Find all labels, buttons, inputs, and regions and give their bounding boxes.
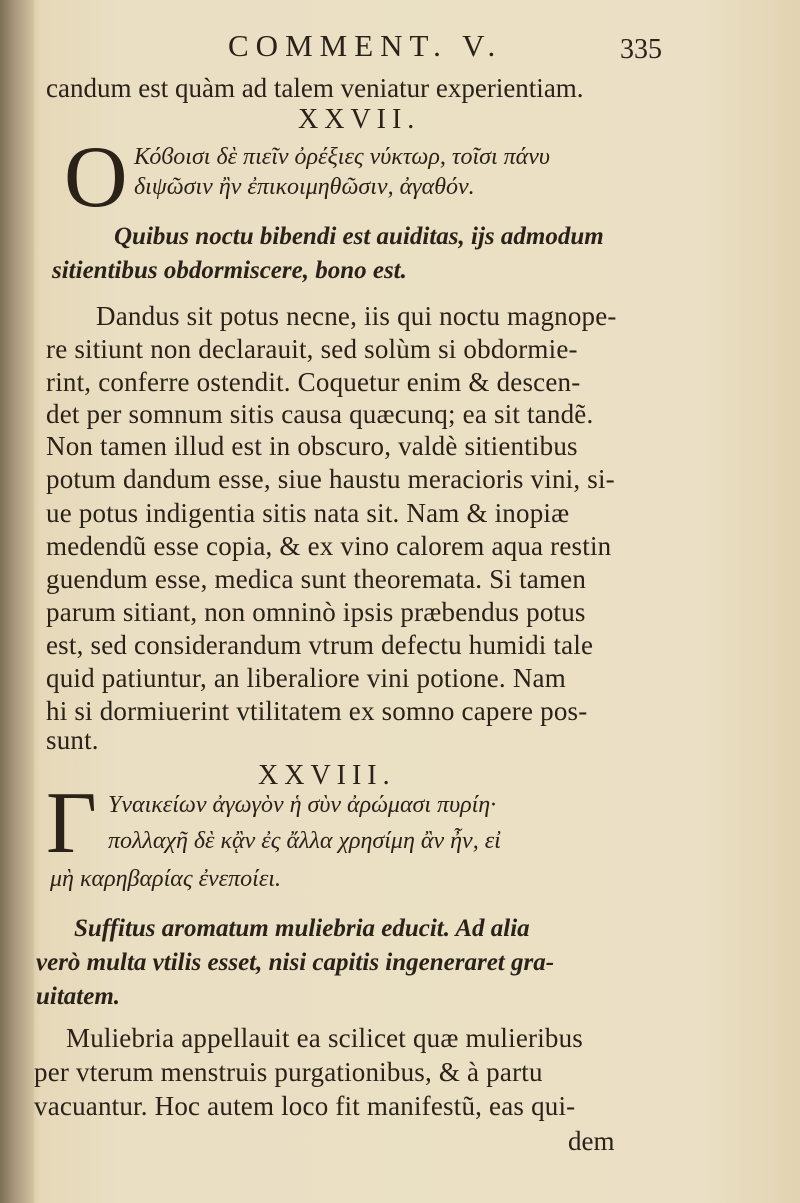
greek-aphorism-28-line-1: Υναικείων ἀγωγὸν ἡ σὺν ἀρώμασι πυρίη· bbox=[108, 792, 497, 818]
greek-aphorism-27-line-1: Κόϐοισι δὲ πιεῖν ὀρέξιες νύκτωρ, τοῖσι πάνυ bbox=[134, 144, 550, 170]
commentary-28-line: vacuantur. Hoc autem loco fit manifestũ, eas qui- bbox=[34, 1091, 576, 1121]
commentary-27-line: medendũ esse copia, & ex vino calorem aqua restin bbox=[46, 531, 612, 561]
latin-aphorism-27-line-2: sitientibus obdormiscere, bono est. bbox=[52, 257, 407, 284]
commentary-27-line: potum dandum esse, siue haustu meracioris vini, si- bbox=[46, 464, 615, 494]
latin-aphorism-27-line-1: Quibus noctu bibendi est auiditas, ijs admodum bbox=[114, 223, 604, 250]
commentary-27-line: hi si dormiuerint vtilitatem ex somno capere pos- bbox=[46, 696, 588, 726]
carryover-line: candum est quàm ad talem veniatur experientiam. bbox=[46, 73, 584, 103]
commentary-27-line: parum sitiant, non omninò ipsis præbendus potus bbox=[46, 597, 586, 627]
section-number-28: XXVIII. bbox=[258, 760, 396, 791]
latin-aphorism-28-line-2: verò multa vtilis esset, nisi capitis ingeneraret gra- bbox=[36, 949, 555, 976]
commentary-27-line: quid patiuntur, an liberaliore vini potione. Nam bbox=[46, 663, 566, 693]
commentary-27-line: det per somnum sitis causa quæcunq; ea sit tandẽ. bbox=[46, 399, 594, 429]
dropcap-27: O bbox=[64, 129, 128, 226]
greek-aphorism-28-line-2: πολλαχῆ δὲ κᾂν ἐς ἄλλα χρησίμη ἂν ἦν, εἰ bbox=[108, 828, 501, 854]
dropcap-28: Γ bbox=[46, 775, 97, 872]
latin-aphorism-28-line-1: Suffitus aromatum muliebria educit. Ad alia bbox=[74, 915, 530, 942]
running-head: COMMENT. V. bbox=[228, 28, 503, 63]
greek-aphorism-27-line-2: διψῶσιν ἢν ἐπικοιμηθῶσιν, ἀγαθόν. bbox=[134, 174, 475, 200]
commentary-27-line: Non tamen illud est in obscuro, valdè sitientibus bbox=[46, 431, 578, 461]
commentary-27-line: rint, conferre ostendit. Coquetur enim & descen- bbox=[46, 367, 581, 397]
commentary-27-line: ue potus indigentia sitis nata sit. Nam & inopiæ bbox=[46, 498, 570, 528]
commentary-27-line: est, sed considerandum vtrum defectu humidi tale bbox=[46, 630, 594, 660]
page-header bbox=[0, 28, 800, 68]
section-number-27: XXVII. bbox=[298, 104, 421, 135]
commentary-27-line: Dandus sit potus necne, iis qui noctu magnope- bbox=[96, 301, 617, 331]
page-number: 335 bbox=[620, 34, 662, 65]
latin-aphorism-28-line-3: uitatem. bbox=[36, 983, 121, 1010]
commentary-27-line: guendum esse, medica sunt theoremata. Si tamen bbox=[46, 564, 587, 594]
commentary-28-line: Muliebria appellauit ea scilicet quæ mulieribus bbox=[66, 1023, 584, 1053]
greek-aphorism-28-line-3: μὴ καρηβαρίας ἐνεποίει. bbox=[50, 866, 281, 892]
book-gutter bbox=[0, 0, 34, 1203]
commentary-27-line: re sitiunt non declarauit, sed solùm si obdormie- bbox=[46, 334, 578, 364]
commentary-27-line: sunt. bbox=[46, 725, 99, 755]
catchword: dem bbox=[568, 1126, 615, 1156]
commentary-28-line: per vterum menstruis purgationibus, & à partu bbox=[34, 1057, 543, 1087]
